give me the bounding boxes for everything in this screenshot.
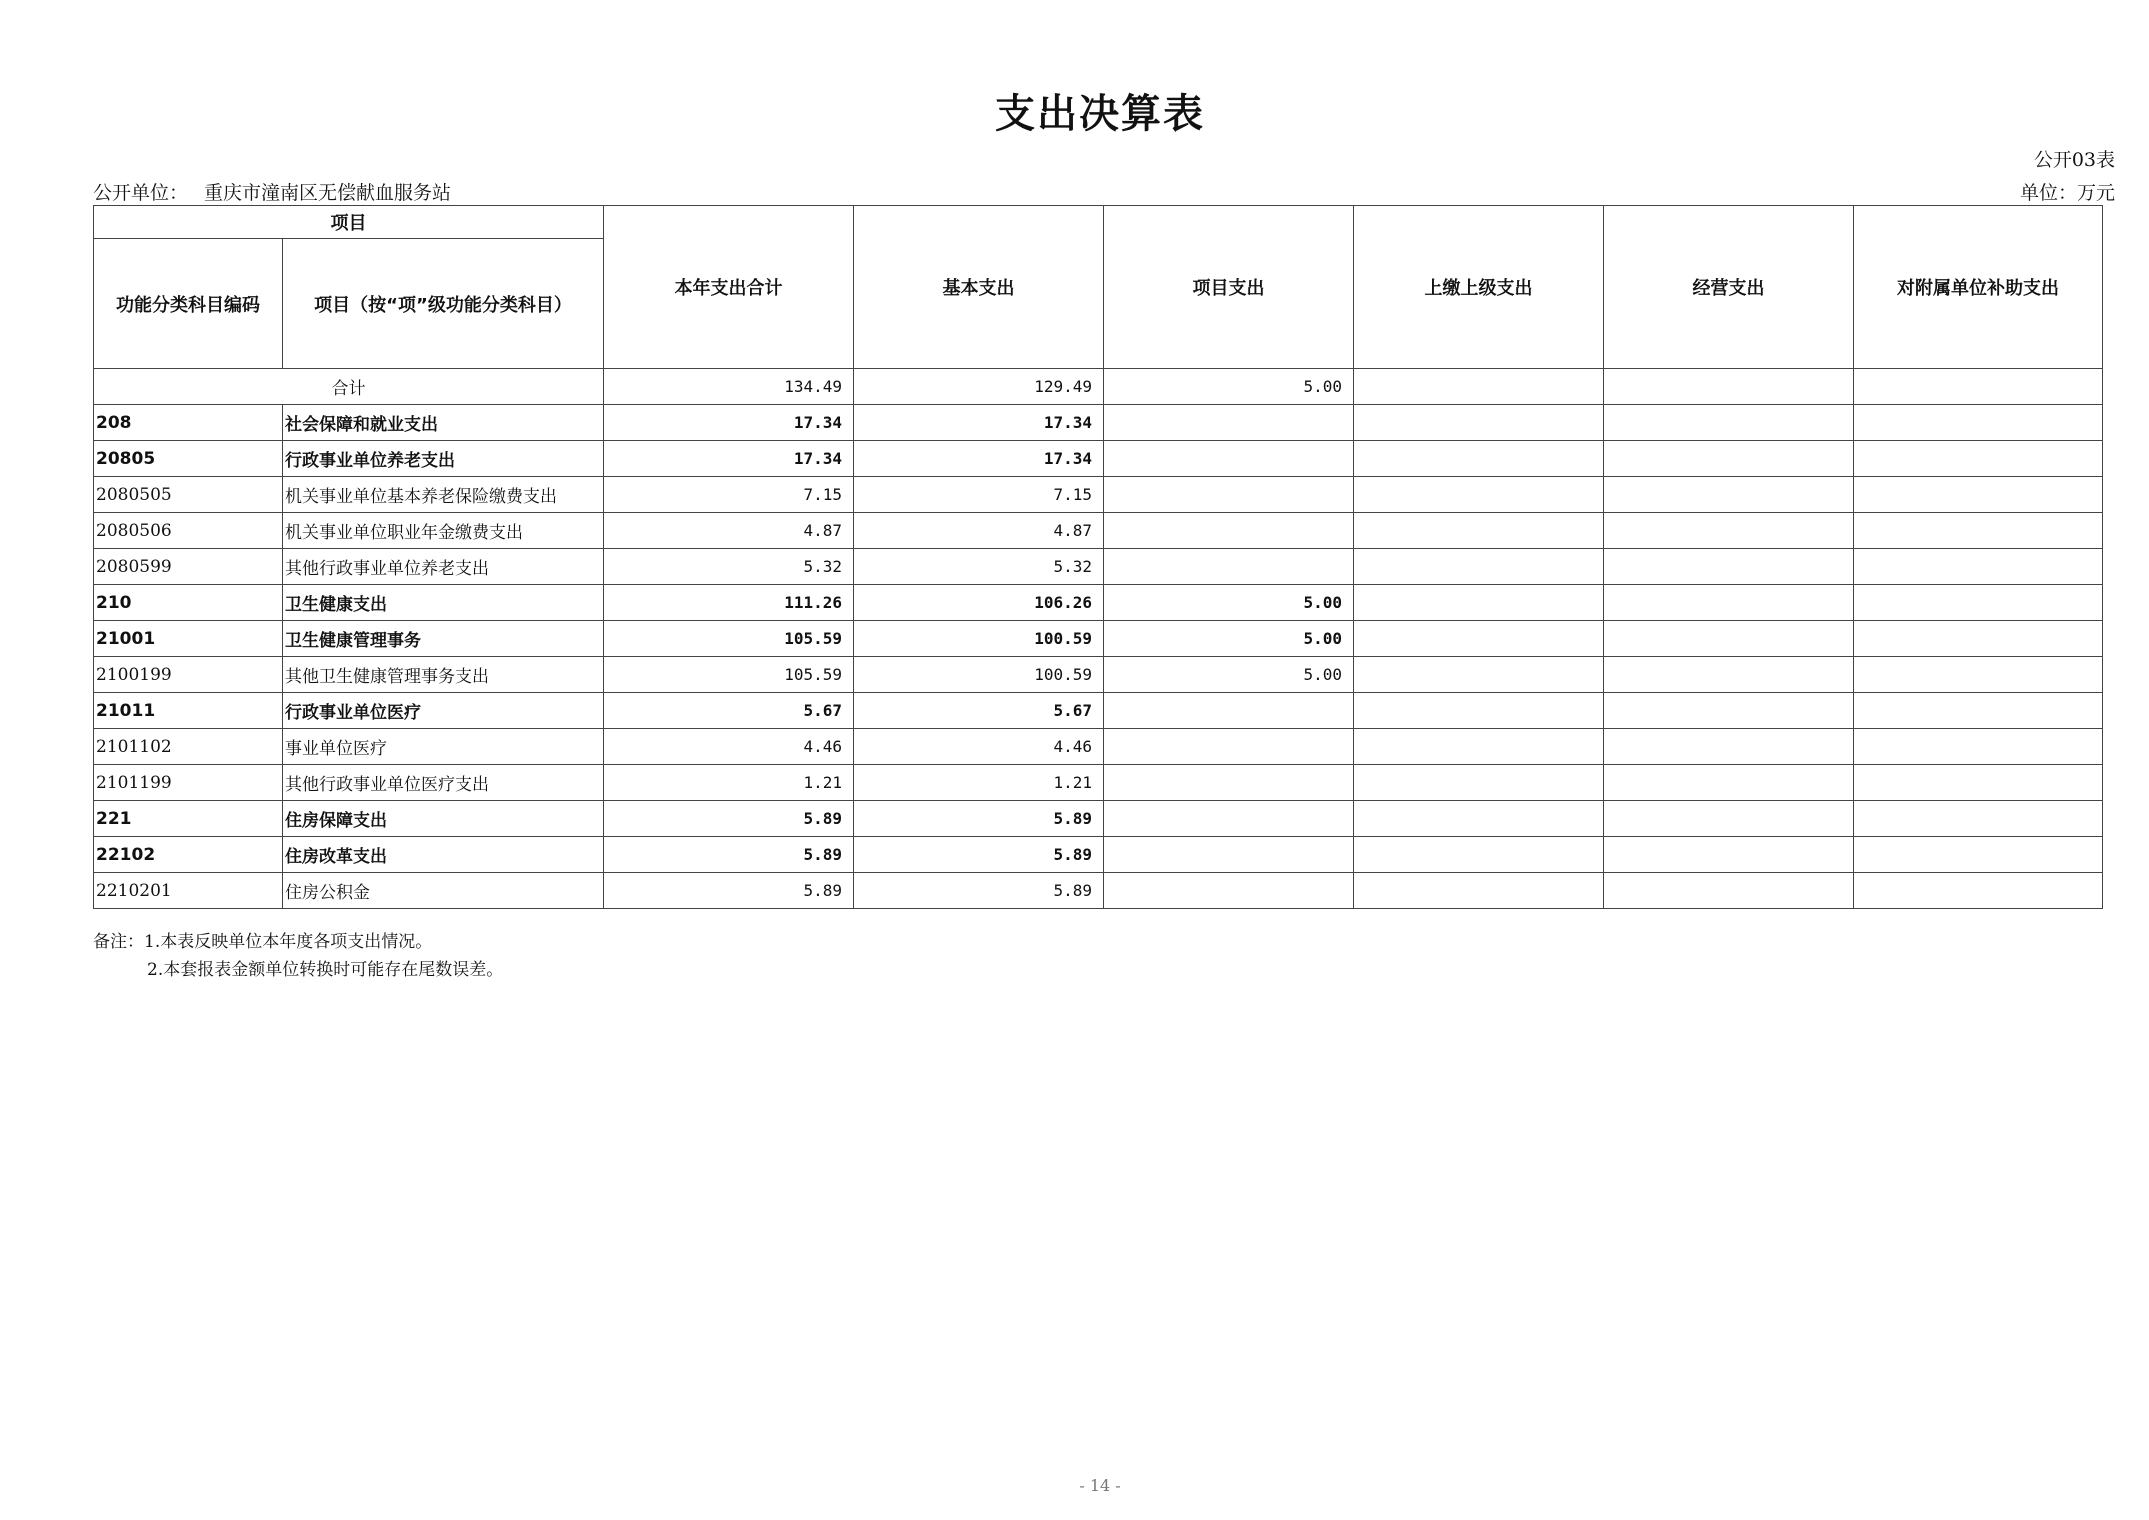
code-cell: 2210201 (94, 873, 283, 909)
code-cell: 2100199 (94, 657, 283, 693)
subsidy-cell (1854, 873, 2103, 909)
subsidy-cell (1854, 369, 2103, 405)
name-cell: 其他卫生健康管理事务支出 (283, 657, 604, 693)
upper-cell (1354, 765, 1604, 801)
page-number: - 14 - (1079, 1476, 1121, 1495)
code-cell: 210 (94, 585, 283, 621)
table-row (94, 549, 2103, 585)
expenditure-table (93, 205, 2103, 909)
header-project-expenditure: 项目支出 (1104, 206, 1354, 369)
subsidy-cell (1854, 765, 2103, 801)
basic-cell: 5.67 (854, 693, 1104, 729)
name-cell: 事业单位医疗 (283, 729, 604, 765)
code-cell: 208 (94, 405, 283, 441)
business-cell (1604, 369, 1854, 405)
business-cell (1604, 657, 1854, 693)
reporting-unit-label: 公开单位： (93, 182, 189, 204)
table-row (94, 405, 2103, 441)
subsidy-cell (1854, 657, 2103, 693)
upper-cell (1354, 729, 1604, 765)
project-cell (1104, 729, 1354, 765)
code-cell: 21011 (94, 693, 283, 729)
upper-cell (1354, 441, 1604, 477)
header-name: 项目（按“项”级功能分类科目） (283, 239, 604, 369)
header-subsidy: 对附属单位补助支出 (1854, 206, 2103, 369)
header-business: 经营支出 (1604, 206, 1854, 369)
code-cell: 2080599 (94, 549, 283, 585)
subsidy-cell (1854, 441, 2103, 477)
business-cell (1604, 801, 1854, 837)
reporting-unit (93, 178, 451, 205)
business-cell (1604, 693, 1854, 729)
upper-cell (1354, 657, 1604, 693)
upper-cell (1354, 585, 1604, 621)
upper-cell (1354, 693, 1604, 729)
total-cell: 17.34 (604, 441, 854, 477)
table-row (94, 441, 2103, 477)
name-cell: 卫生健康管理事务 (283, 621, 604, 657)
subsidy-cell (1854, 405, 2103, 441)
subsidy-cell (1854, 621, 2103, 657)
upper-cell (1354, 549, 1604, 585)
business-cell (1604, 837, 1854, 873)
project-cell (1104, 765, 1354, 801)
upper-cell (1354, 873, 1604, 909)
project-cell (1104, 477, 1354, 513)
reporting-unit-name: 重庆市潼南区无偿献血服务站 (204, 182, 452, 204)
total-cell: 105.59 (604, 657, 854, 693)
name-cell: 住房改革支出 (283, 837, 604, 873)
name-cell: 住房保障支出 (283, 801, 604, 837)
total-cell: 134.49 (604, 369, 854, 405)
subsidy-cell (1854, 693, 2103, 729)
currency-unit: 单位：万元 (2019, 182, 2115, 204)
code-cell: 2080506 (94, 513, 283, 549)
basic-cell: 7.15 (854, 477, 1104, 513)
business-cell (1604, 549, 1854, 585)
basic-cell: 100.59 (854, 621, 1104, 657)
subsidy-cell (1854, 585, 2103, 621)
business-cell (1604, 765, 1854, 801)
basic-cell: 100.59 (854, 657, 1104, 693)
upper-cell (1354, 621, 1604, 657)
name-cell: 机关事业单位职业年金缴费支出 (283, 513, 604, 549)
notes (93, 928, 503, 984)
name-cell: 其他行政事业单位医疗支出 (283, 765, 604, 801)
name-cell: 住房公积金 (283, 873, 604, 909)
header-code: 功能分类科目编码 (94, 239, 283, 369)
code-cell: 21001 (94, 621, 283, 657)
name-cell: 其他行政事业单位养老支出 (283, 549, 604, 585)
code-cell: 20805 (94, 441, 283, 477)
name-cell: 行政事业单位医疗 (283, 693, 604, 729)
basic-cell: 17.34 (854, 405, 1104, 441)
basic-cell: 4.46 (854, 729, 1104, 765)
header-basic: 基本支出 (854, 206, 1104, 369)
table-row (94, 477, 2103, 513)
business-cell (1604, 873, 1854, 909)
total-label: 合计 (94, 369, 604, 405)
basic-cell: 17.34 (854, 441, 1104, 477)
upper-cell (1354, 837, 1604, 873)
business-cell (1604, 585, 1854, 621)
basic-cell: 5.32 (854, 549, 1104, 585)
subsidy-cell (1854, 549, 2103, 585)
table-row (94, 801, 2103, 837)
note-line-2: 2.本套报表金额单位转换时可能存在尾数误差。 (147, 960, 504, 980)
total-cell: 5.89 (604, 837, 854, 873)
subsidy-cell (1854, 729, 2103, 765)
name-cell: 卫生健康支出 (283, 585, 604, 621)
basic-cell: 106.26 (854, 585, 1104, 621)
total-cell: 105.59 (604, 621, 854, 657)
note-line-1: 备注：1.本表反映单位本年度各项支出情况。 (93, 932, 433, 952)
project-cell: 5.00 (1104, 369, 1354, 405)
business-cell (1604, 621, 1854, 657)
total-cell: 4.46 (604, 729, 854, 765)
table-row (94, 837, 2103, 873)
name-cell: 机关事业单位基本养老保险缴费支出 (283, 477, 604, 513)
business-cell (1604, 729, 1854, 765)
subsidy-cell (1854, 801, 2103, 837)
business-cell (1604, 441, 1854, 477)
project-cell (1104, 549, 1354, 585)
business-cell (1604, 513, 1854, 549)
business-cell (1604, 477, 1854, 513)
total-cell: 17.34 (604, 405, 854, 441)
code-cell: 221 (94, 801, 283, 837)
total-row (94, 369, 2103, 405)
basic-cell: 4.87 (854, 513, 1104, 549)
project-cell (1104, 873, 1354, 909)
project-cell (1104, 801, 1354, 837)
total-cell: 1.21 (604, 765, 854, 801)
upper-cell (1354, 477, 1604, 513)
project-cell (1104, 693, 1354, 729)
code-cell: 2101102 (94, 729, 283, 765)
project-cell: 5.00 (1104, 585, 1354, 621)
code-cell: 22102 (94, 837, 283, 873)
subsidy-cell (1854, 513, 2103, 549)
basic-cell: 129.49 (854, 369, 1104, 405)
code-cell: 2101199 (94, 765, 283, 801)
table-row (94, 729, 2103, 765)
total-cell: 4.87 (604, 513, 854, 549)
project-cell (1104, 513, 1354, 549)
project-cell: 5.00 (1104, 621, 1354, 657)
subsidy-cell (1854, 837, 2103, 873)
table-row (94, 657, 2103, 693)
project-cell (1104, 405, 1354, 441)
upper-cell (1354, 801, 1604, 837)
table-row (94, 693, 2103, 729)
table-row (94, 873, 2103, 909)
project-cell (1104, 441, 1354, 477)
total-cell: 7.15 (604, 477, 854, 513)
name-cell: 行政事业单位养老支出 (283, 441, 604, 477)
basic-cell: 5.89 (854, 837, 1104, 873)
project-cell: 5.00 (1104, 657, 1354, 693)
header-total: 本年支出合计 (604, 206, 854, 369)
header-project: 项目 (94, 206, 604, 239)
table-row (94, 585, 2103, 621)
form-number: 公开03表 (2033, 149, 2115, 171)
header-upper-payment: 上缴上级支出 (1354, 206, 1604, 369)
page-title: 支出决算表 (995, 91, 1205, 137)
basic-cell: 5.89 (854, 801, 1104, 837)
basic-cell: 5.89 (854, 873, 1104, 909)
total-cell: 5.32 (604, 549, 854, 585)
upper-cell (1354, 513, 1604, 549)
table-row (94, 513, 2103, 549)
table-row (94, 621, 2103, 657)
code-cell: 2080505 (94, 477, 283, 513)
total-cell: 5.89 (604, 801, 854, 837)
name-cell: 社会保障和就业支出 (283, 405, 604, 441)
project-cell (1104, 837, 1354, 873)
total-cell: 5.89 (604, 873, 854, 909)
total-cell: 111.26 (604, 585, 854, 621)
total-cell: 5.67 (604, 693, 854, 729)
subsidy-cell (1854, 477, 2103, 513)
business-cell (1604, 405, 1854, 441)
upper-cell (1354, 405, 1604, 441)
table-row (94, 765, 2103, 801)
upper-cell (1354, 369, 1604, 405)
basic-cell: 1.21 (854, 765, 1104, 801)
